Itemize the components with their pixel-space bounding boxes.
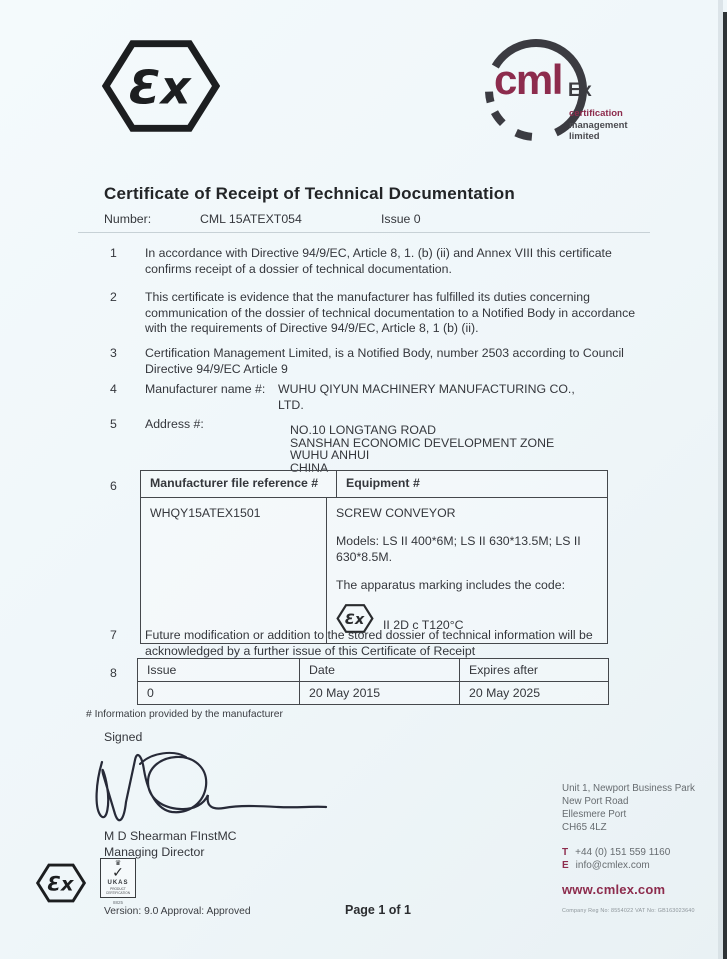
date-header: Date — [300, 659, 460, 681]
clause-1-text: In accordance with Directive 94/9/EC, Article 8, 1. (b) (ii) and Annex VIII this certificate confirms receipt of a dossier of technical documentation. — [145, 246, 612, 276]
cml-sub-certification: certification — [569, 108, 623, 119]
file-reference-table — [140, 470, 608, 644]
signed-label: Signed — [104, 730, 143, 744]
issue-table — [137, 658, 609, 705]
address-label: Address #: — [145, 417, 204, 431]
manufacturer-footnote: # Information provided by the manufacturer — [86, 709, 283, 720]
ukas-sub2: CERTIFICATION — [105, 891, 131, 895]
cml-ex-label: Ex — [568, 80, 593, 101]
issue-header: Issue — [138, 659, 300, 681]
company-address-line: New Port Road — [562, 796, 629, 807]
website-url: www.cmlex.com — [562, 882, 666, 897]
ukas-sub1: PRODUCT — [110, 887, 126, 891]
expires-value-cell: 20 May 2025 — [469, 686, 541, 700]
signatory-role: Managing Director — [104, 845, 205, 859]
contact-block — [562, 782, 724, 914]
file-table-header-row — [141, 471, 607, 498]
address-line: CHINA — [290, 460, 329, 475]
manufacturer-name: WUHU QIYUN MACHINERY MANUFACTURING CO., LTD. — [278, 382, 575, 412]
email-label: E — [562, 860, 569, 871]
clause-2-number: 2 — [110, 290, 117, 304]
clause-3-number: 3 — [110, 346, 117, 360]
ex-glyph: Ɛx — [128, 60, 191, 115]
cml-sub-limited: limited — [569, 131, 600, 142]
number-label: Number: — [104, 212, 152, 226]
file-reference-cell — [141, 498, 327, 643]
clause-8-number: 8 — [110, 666, 117, 680]
company-address-line: Unit 1, Newport Business Park — [562, 783, 695, 794]
cml-logo — [478, 30, 713, 155]
manufacturer-label: Manufacturer name #: — [145, 382, 266, 396]
signatory-name: M D Shearman FInstMC — [104, 829, 237, 843]
clause-3-text: Certification Management Limited, is a Notified Body, number 2503 according to Council Directive 94/9/EC Article 9 — [145, 346, 624, 376]
marking-code: II 2D c T120°C — [383, 618, 464, 632]
ukas-logo — [100, 858, 136, 905]
cml-sub-management: management — [569, 119, 628, 131]
clause-7-number: 7 — [110, 628, 117, 642]
ex-glyph: Ɛx — [47, 872, 74, 896]
address-line: WUHU ANHUI — [290, 448, 370, 463]
page-number: Page 1 of 1 — [345, 903, 411, 917]
file-reference-value: WHQY15ATEX1501 — [150, 505, 261, 520]
equipment-models: Models: LS II 400*6M; LS II 630*13.5M; LS II 630*8.5M. — [336, 534, 581, 564]
ukas-badge — [100, 858, 136, 898]
checkmark-icon: ✓ — [112, 865, 124, 881]
equipment-name: SCREW CONVEYOR — [336, 505, 456, 520]
file-reference-header: Manufacturer file reference # — [141, 471, 337, 497]
company-address — [562, 782, 724, 834]
address-line: NO.10 LONGTANG ROAD — [290, 423, 436, 437]
clause-2-text: This certificate is evidence that the manufacturer has fulfilled its duties concerning communication of the dossier of technical documentation to a Notified Body in accordance with the requirements of Directive 94/9/EC, Article 8, 1 (b) (ii). — [145, 290, 636, 335]
signature-scrawl — [88, 748, 340, 832]
email-address: info@cmlex.com — [575, 860, 650, 871]
number-value: CML 15ATEXT054 — [200, 212, 302, 226]
phone-row — [562, 847, 724, 858]
page-title: Certificate of Receipt of Technical Documentation — [104, 184, 515, 203]
clause-7-text: Future modification or addition to the stored dossier of technical information will be acknowledged by a further issue of this Certificate of Receipt — [145, 628, 593, 658]
address-block — [290, 424, 554, 474]
ex-hexagon-logo-small — [36, 862, 86, 904]
company-address-line: CH65 4LZ — [562, 822, 607, 833]
date-value-cell: 20 May 2015 — [300, 682, 460, 704]
address-line: SANSHAN ECONOMIC DEVELOPMENT ZONE — [290, 435, 555, 450]
clause-4-number: 4 — [110, 382, 117, 396]
marking-intro: The apparatus marking includes the code: — [336, 578, 565, 592]
issue-table-data-row — [138, 682, 608, 704]
company-registration-line: Company Reg No: 8554022 VAT No: GB163023640 — [562, 908, 695, 914]
expires-header: Expires after — [469, 663, 539, 677]
issue-value-cell: 0 — [138, 682, 300, 704]
header-rule — [78, 232, 650, 233]
clause-1-number: 1 — [110, 246, 117, 260]
email-row — [562, 860, 724, 871]
equipment-cell — [327, 498, 607, 643]
phone-label: T — [562, 847, 569, 858]
ukas-name: UKAS — [107, 880, 129, 886]
ukas-number: 8825 — [112, 900, 123, 905]
clause-6-number: 6 — [110, 479, 117, 493]
cml-wordmark: cml — [494, 56, 562, 103]
ex-glyph: Ɛx — [344, 610, 365, 628]
clause-5-number: 5 — [110, 417, 117, 431]
file-table-body-row — [141, 498, 607, 643]
company-address-line: Ellesmere Port — [562, 809, 627, 820]
equipment-header: Equipment # — [346, 476, 420, 490]
version-line: Version: 9.0 Approval: Approved — [104, 906, 251, 917]
issue-table-header-row — [138, 659, 608, 682]
ex-hexagon-logo — [102, 36, 220, 136]
phone-number: +44 (0) 151 559 1160 — [575, 847, 671, 858]
cml-logo-subtext — [569, 108, 628, 143]
issue-value: Issue 0 — [381, 212, 421, 226]
crown-icon: ♛ — [114, 859, 122, 867]
